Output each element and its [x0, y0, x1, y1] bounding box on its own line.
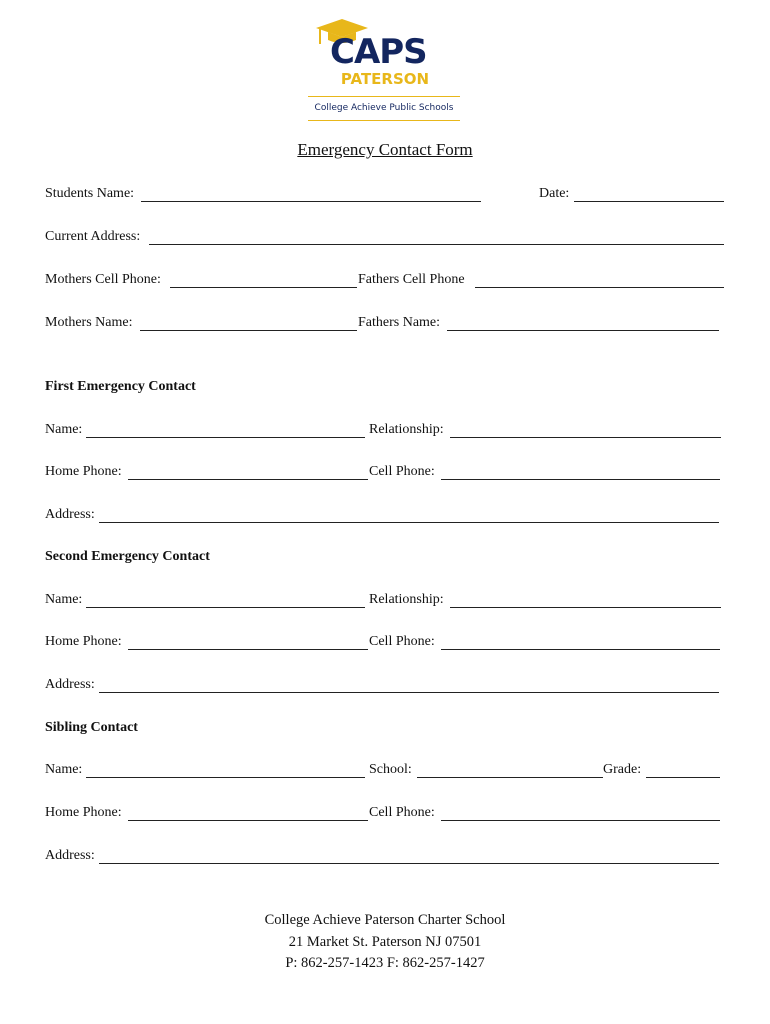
first-contact-home-phone-field[interactable]	[128, 479, 368, 480]
current-address-field[interactable]	[149, 244, 724, 245]
first-contact-name-label: Name:	[45, 422, 83, 437]
students-name-label: Students Name:	[45, 186, 135, 201]
footer-address: 21 Market St. Paterson NJ 07501	[288, 933, 482, 950]
second-contact-heading: Second Emergency Contact	[45, 549, 210, 564]
sibling-home-phone-label: Home Phone:	[45, 805, 122, 820]
sibling-cell-phone-field[interactable]	[441, 820, 720, 821]
sibling-school-label: School:	[369, 762, 412, 777]
sibling-cell-phone-label: Cell Phone:	[369, 805, 435, 820]
current-address-label: Current Address:	[45, 229, 141, 244]
first-contact-name-row	[45, 422, 725, 442]
students-name-field[interactable]	[141, 201, 481, 202]
first-contact-name-field[interactable]	[86, 437, 365, 438]
date-label: Date:	[539, 186, 570, 201]
footer-phones: P: 862-257-1423 F: 862-257-1427	[285, 955, 485, 971]
date-field[interactable]	[574, 201, 724, 202]
logo-rule-top	[308, 96, 460, 97]
first-contact-relationship-field[interactable]	[450, 437, 721, 438]
sibling-phone-row	[45, 805, 725, 825]
second-contact-home-phone-field[interactable]	[128, 649, 368, 650]
second-contact-phone-row	[45, 634, 725, 654]
fathers-cell-field[interactable]	[475, 287, 724, 288]
logo-city: PATERSON	[340, 70, 430, 88]
first-contact-phone-row	[45, 464, 725, 484]
second-contact-name-field[interactable]	[86, 607, 365, 608]
school-logo	[308, 14, 463, 124]
sibling-contact-heading: Sibling Contact	[45, 720, 138, 735]
mothers-name-label: Mothers Name:	[45, 315, 133, 330]
second-contact-address-field[interactable]	[99, 692, 719, 693]
first-contact-address-field[interactable]	[99, 522, 719, 523]
second-contact-cell-phone-field[interactable]	[441, 649, 720, 650]
sibling-name-label: Name:	[45, 762, 83, 777]
logo-tagline: College Achieve Public Schools	[314, 103, 454, 113]
form-title: Emergency Contact Form	[297, 140, 473, 159]
sibling-name-field[interactable]	[86, 777, 365, 778]
first-contact-relationship-label: Relationship:	[369, 422, 444, 437]
first-contact-heading: First Emergency Contact	[45, 379, 196, 394]
first-contact-cell-phone-label: Cell Phone:	[369, 464, 435, 479]
first-contact-address-label: Address:	[45, 507, 95, 522]
sibling-grade-label: Grade:	[603, 762, 642, 777]
current-address-row	[45, 229, 725, 249]
second-contact-address-label: Address:	[45, 677, 95, 692]
second-contact-relationship-label: Relationship:	[369, 592, 444, 607]
first-contact-address-row	[45, 507, 725, 527]
fathers-name-label: Fathers Name:	[358, 315, 441, 330]
sibling-home-phone-field[interactable]	[128, 820, 368, 821]
second-contact-name-label: Name:	[45, 592, 83, 607]
sibling-name-row	[45, 762, 725, 782]
sibling-address-row	[45, 848, 725, 868]
students-name-row	[45, 186, 725, 206]
mothers-cell-field[interactable]	[170, 287, 357, 288]
second-contact-address-row	[45, 677, 725, 697]
footer	[0, 910, 770, 975]
second-contact-home-phone-label: Home Phone:	[45, 634, 122, 649]
second-contact-cell-phone-label: Cell Phone:	[369, 634, 435, 649]
logo-brand: CAPS	[330, 32, 427, 72]
parent-cell-row	[45, 272, 725, 292]
first-contact-cell-phone-field[interactable]	[441, 479, 720, 480]
parent-name-row	[45, 315, 725, 335]
first-contact-home-phone-label: Home Phone:	[45, 464, 122, 479]
sibling-grade-field[interactable]	[646, 777, 720, 778]
fathers-name-field[interactable]	[447, 330, 719, 331]
logo-rule-bottom	[308, 120, 460, 121]
second-contact-relationship-field[interactable]	[450, 607, 721, 608]
sibling-school-field[interactable]	[417, 777, 603, 778]
fathers-cell-label: Fathers Cell Phone	[358, 272, 465, 287]
second-contact-name-row	[45, 592, 725, 612]
footer-school-name: College Achieve Paterson Charter School	[264, 912, 506, 928]
mothers-name-field[interactable]	[140, 330, 357, 331]
sibling-address-field[interactable]	[99, 863, 719, 864]
mothers-cell-label: Mothers Cell Phone:	[45, 272, 161, 287]
sibling-address-label: Address:	[45, 848, 95, 863]
